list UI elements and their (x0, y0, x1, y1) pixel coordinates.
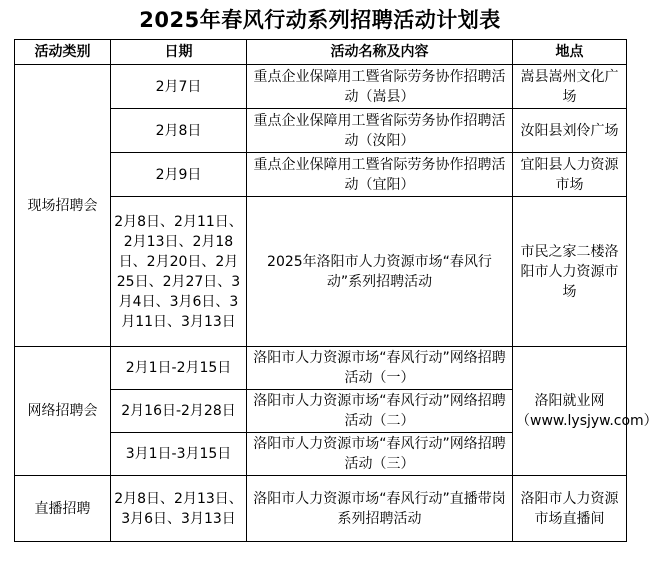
location-cell: 嵩县嵩州文化广场 (513, 65, 627, 109)
date-cell: 2月8日、2月13日、3月6日、3月13日 (111, 476, 247, 542)
date-cell: 2月7日 (111, 65, 247, 109)
activity-name-cell: 重点企业保障用工暨省际劳务协作招聘活动（嵩县） (247, 65, 513, 109)
location-cell: 洛阳就业网（www.lysjyw.com） (513, 347, 627, 476)
activity-name-cell: 重点企业保障用工暨省际劳务协作招聘活动（宜阳） (247, 153, 513, 197)
location-cell: 市民之家二楼洛阳市人力资源市场 (513, 197, 627, 347)
date-cell: 3月1日-3月15日 (111, 433, 247, 476)
category-cell: 现场招聘会 (15, 65, 111, 347)
activity-name-cell: 重点企业保障用工暨省际劳务协作招聘活动（汝阳） (247, 109, 513, 153)
activity-name-cell: 2025年洛阳市人力资源市场“春风行动”系列招聘活动 (247, 197, 513, 347)
table-row (15, 65, 627, 109)
location-cell: 洛阳市人力资源市场直播间 (513, 476, 627, 542)
location-cell: 汝阳县刘伶广场 (513, 109, 627, 153)
activity-name-cell: 洛阳市人力资源市场“春风行动”网络招聘活动（二） (247, 390, 513, 433)
header-date: 日期 (111, 40, 247, 65)
header-location: 地点 (513, 40, 627, 65)
activity-name-cell: 洛阳市人力资源市场“春风行动”网络招聘活动（一） (247, 347, 513, 390)
activity-name-cell: 洛阳市人力资源市场“春风行动”直播带岗系列招聘活动 (247, 476, 513, 542)
page-title: 2025年春风行动系列招聘活动计划表 (139, 8, 501, 32)
activity-name-cell: 洛阳市人力资源市场“春风行动”网络招聘活动（三） (247, 433, 513, 476)
table-row (15, 476, 627, 542)
table-row (15, 347, 627, 390)
table-header-row (15, 40, 627, 65)
plan-table (14, 39, 658, 542)
category-cell: 直播招聘 (15, 476, 111, 542)
category-cell: 网络招聘会 (15, 347, 111, 476)
date-cell: 2月8日 (111, 109, 247, 153)
date-cell: 2月8日、2月11日、2月13日、2月18日、2月20日、2月25日、2月27日、3月4日、3月6日、3月11日、3月13日 (111, 197, 247, 347)
header-category: 活动类别 (15, 40, 111, 65)
date-cell: 2月1日-2月15日 (111, 347, 247, 390)
date-cell: 2月9日 (111, 153, 247, 197)
date-cell: 2月16日-2月28日 (111, 390, 247, 433)
location-cell: 宜阳县人力资源市场 (513, 153, 627, 197)
header-name: 活动名称及内容 (247, 40, 513, 65)
